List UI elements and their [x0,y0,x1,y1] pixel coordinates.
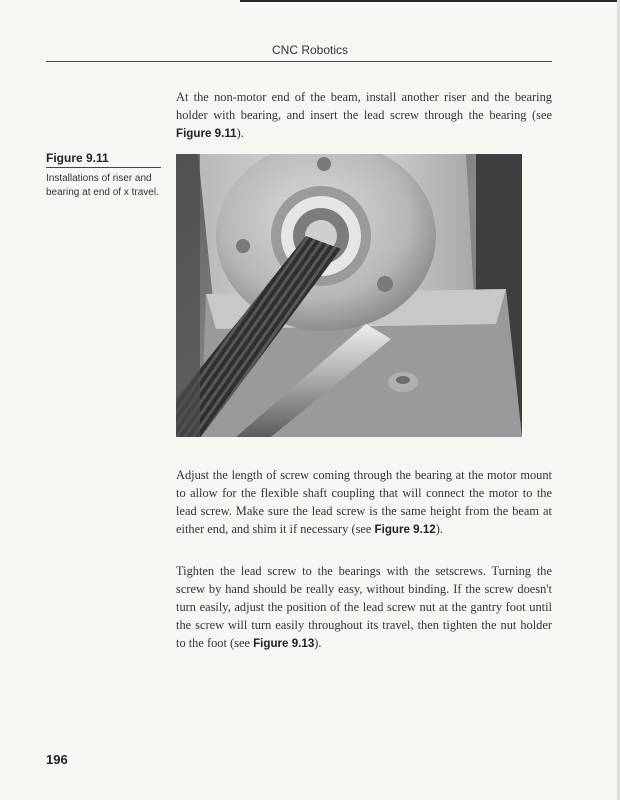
figure-label: Figure 9.11 [46,151,109,165]
figure-ref-9-12: Figure 9.12 [374,523,436,536]
figure-caption: Installations of riser and bearing at end of x travel. [46,173,159,198]
paragraph-1-text: At the non-motor end of the beam, install another riser and the bearing holder with bearing, and insert the lead screw through the bearing (see [176,90,552,122]
paragraph-2 [176,466,552,539]
page-number: 196 [46,752,68,767]
figure-ref-9-11: Figure 9.11 [176,127,237,140]
paragraph-2-text: Adjust the length of screw coming through the bearing at the motor mount to allow for the flexible shaft coupling that will connect the motor to the lead screw. Make sure the lead screw is the same height from the beam at either end, and shim it if necessary (see [176,468,552,536]
figure-ref-9-13: Figure 9.13 [253,637,315,650]
paragraph-2-end: ). [435,522,443,536]
top-edge-rule [240,0,620,2]
paragraph-3-text: Tighten the lead screw to the bearings with the setscrews. Turning the screw by hand should be really easy, without binding. If the screw doesn't turn easily, adjust the position of the lead screw nut at the gantry foot until the screw will turn easily throughout its travel, then tighten the nut holder to the foot (see [176,564,552,650]
paragraph-1 [176,88,552,143]
running-head: CNC Robotics [271,43,349,57]
header-rule [46,61,552,62]
caption-rule [46,167,161,168]
figure-photo [176,154,522,437]
paragraph-3 [176,562,552,653]
paragraph-1-end: ). [236,126,244,140]
photo-illustration [176,154,522,437]
paragraph-3-end: ). [314,636,322,650]
